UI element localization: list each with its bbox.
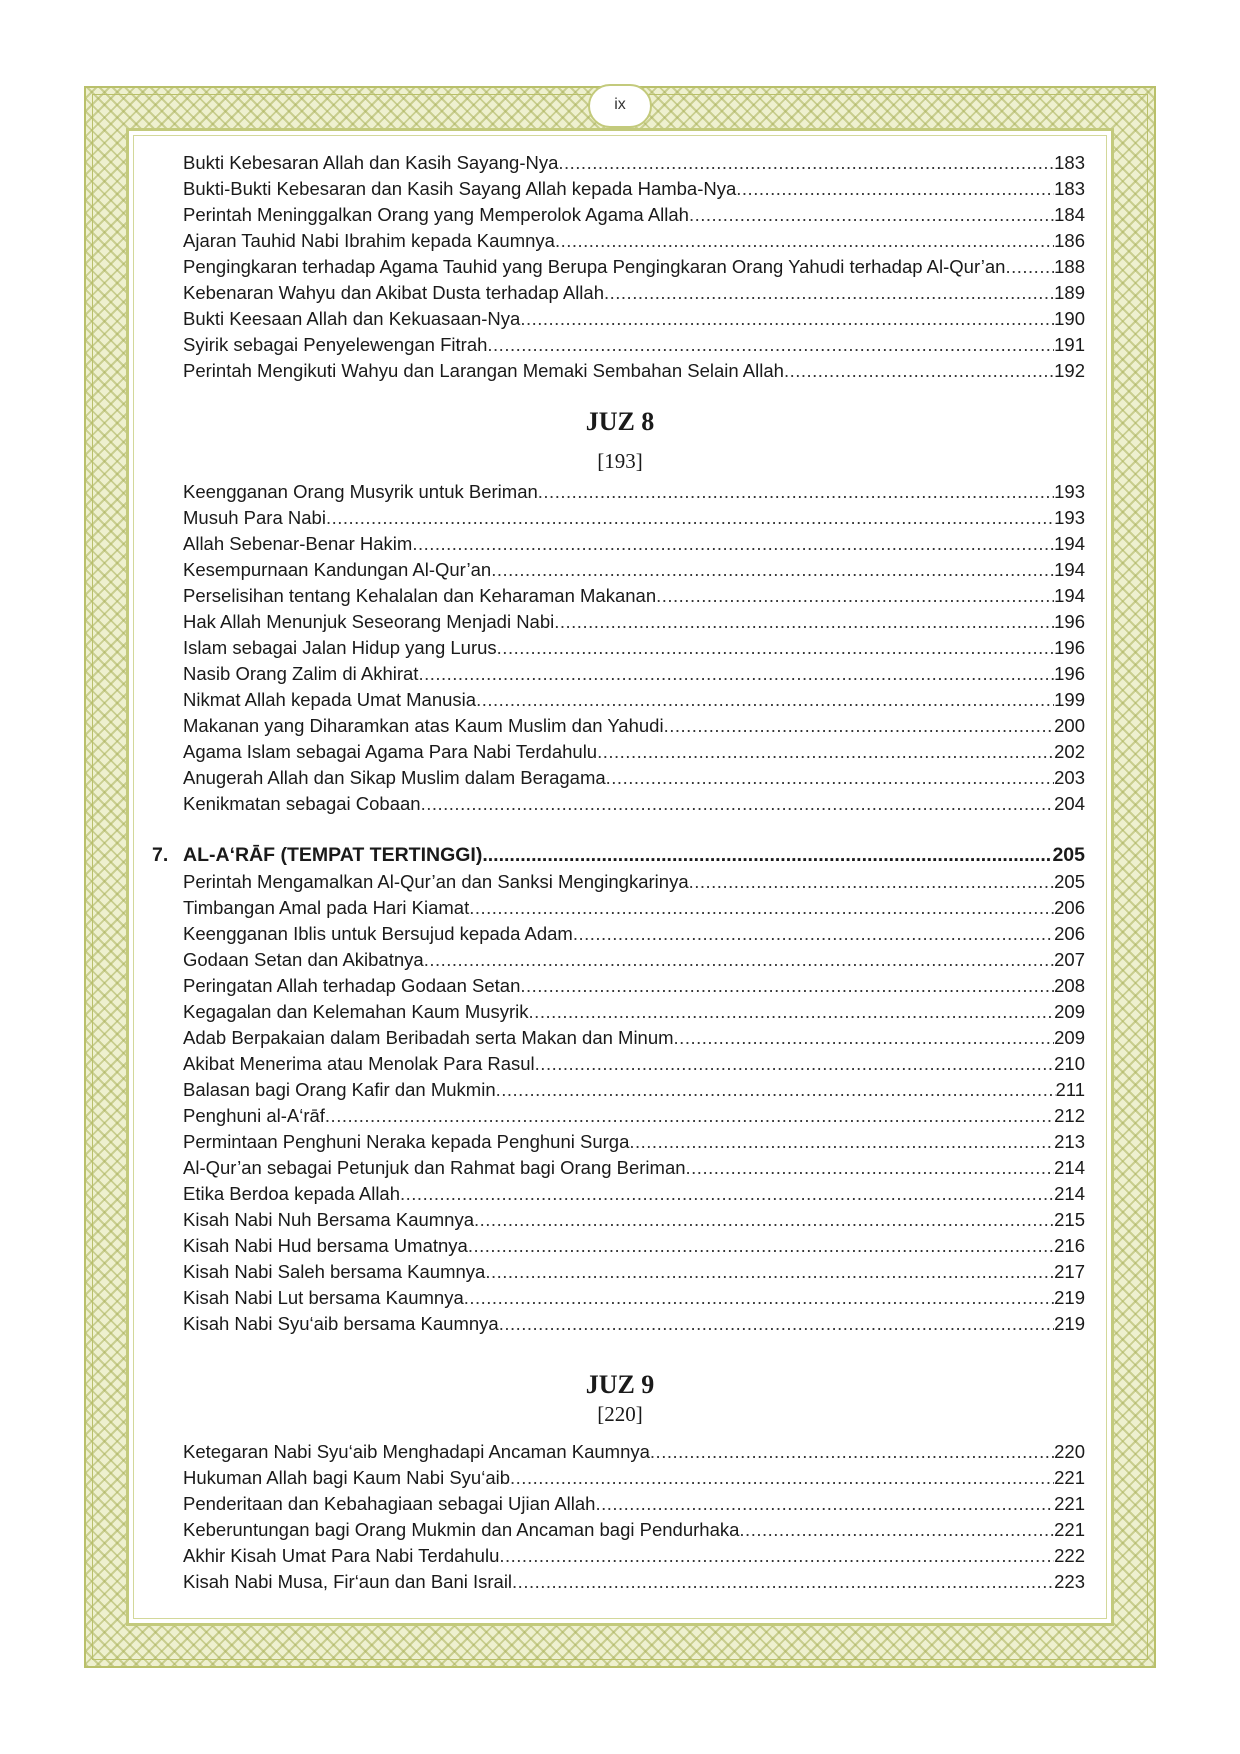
toc-entry-page: 212 <box>1054 1105 1085 1126</box>
toc-entry <box>183 177 1085 201</box>
toc-entry <box>183 1570 1085 1594</box>
toc-entry <box>183 229 1085 253</box>
toc-entry-title: Keengganan Orang Musyrik untuk Beriman <box>183 481 538 502</box>
dot-leader <box>499 1312 1054 1336</box>
dot-leader <box>520 974 1054 998</box>
toc-entry-title: Anugerah Allah dan Sikap Muslim dalam Beragama <box>183 767 606 788</box>
toc-entry-page: 220 <box>1054 1441 1085 1462</box>
toc-entry <box>183 1234 1085 1258</box>
chapter-heading <box>152 841 1085 869</box>
toc-entry-title: Kebenaran Wahyu dan Akibat Dusta terhadap Allah <box>183 282 604 303</box>
toc-entry-page: 207 <box>1054 949 1085 970</box>
dot-leader <box>664 714 1055 738</box>
toc-entry-page: 186 <box>1054 230 1085 251</box>
toc-entry-page: 190 <box>1054 308 1085 329</box>
toc-entry <box>183 506 1085 530</box>
dot-leader <box>529 1000 1055 1024</box>
dot-leader <box>325 1104 1054 1128</box>
toc-entry <box>183 688 1085 712</box>
toc-entry-title: Kisah Nabi Lut bersama Kaumnya <box>183 1287 464 1308</box>
page-number: ix <box>588 84 652 128</box>
dot-leader <box>400 1182 1054 1206</box>
toc-entry-page: 213 <box>1054 1131 1085 1152</box>
toc-entry <box>183 948 1085 972</box>
toc-entry <box>183 1260 1085 1284</box>
toc-entry <box>183 1026 1085 1050</box>
toc-entry <box>183 558 1085 582</box>
dot-leader <box>421 792 1055 816</box>
dot-leader <box>485 1260 1054 1284</box>
toc-entry <box>183 1000 1085 1024</box>
toc-entry <box>183 203 1085 227</box>
toc-entry <box>183 740 1085 764</box>
toc-entry-page: 214 <box>1054 1157 1085 1178</box>
toc-entry-title: Islam sebagai Jalan Hidup yang Lurus <box>183 637 497 658</box>
toc-entry-title: Permintaan Penghuni Neraka kepada Penghuni Surga <box>183 1131 630 1152</box>
dot-leader <box>496 1078 1056 1102</box>
dot-leader <box>499 1544 1054 1568</box>
toc-entry-title: Akibat Menerima atau Menolak Para Rasul <box>183 1053 535 1074</box>
toc-entry-page: 194 <box>1054 533 1085 554</box>
toc-entry <box>183 1440 1085 1464</box>
dot-leader <box>497 636 1054 660</box>
toc-entry-title: Penderitaan dan Kebahagiaan sebagai Ujian Allah <box>183 1493 596 1514</box>
dot-leader <box>650 1440 1054 1464</box>
toc-entry-title: Akhir Kisah Umat Para Nabi Terdahulu <box>183 1545 500 1566</box>
toc-entry <box>183 584 1085 608</box>
toc-entry-title: Allah Sebenar-Benar Hakim <box>183 533 413 554</box>
toc-entry <box>183 1286 1085 1310</box>
toc-entry-page: 183 <box>1054 152 1085 173</box>
toc-entry <box>183 714 1085 738</box>
toc-entry <box>183 1130 1085 1154</box>
toc-entry-title: Bukti-Bukti Kebesaran dan Kasih Sayang Allah kepada Hamba-Nya <box>183 178 737 199</box>
toc-entry-page: 219 <box>1054 1313 1085 1334</box>
dot-leader <box>736 177 1054 201</box>
toc-entry-title: Timbangan Amal pada Hari Kiamat <box>183 897 470 918</box>
toc-entry-title: Perintah Mengamalkan Al-Qur’an dan Sanksi Mengingkarinya <box>183 871 689 892</box>
toc-entry-page: 194 <box>1054 585 1085 606</box>
toc-entry-title: Kegagalan dan Kelemahan Kaum Musyrik <box>183 1001 529 1022</box>
toc-entry <box>183 636 1085 660</box>
toc-entry-page: 205 <box>1054 871 1085 892</box>
toc-entry <box>183 480 1085 504</box>
toc-entry-page: 203 <box>1054 767 1085 788</box>
toc-entry <box>183 1466 1085 1490</box>
toc-entry-page: 191 <box>1054 334 1085 355</box>
toc-entry-page: 209 <box>1054 1027 1085 1048</box>
dot-leader <box>520 307 1054 331</box>
dot-leader <box>686 1156 1055 1180</box>
toc-entry <box>183 1208 1085 1232</box>
toc-entry-title: Kisah Nabi Hud bersama Umatnya <box>183 1235 468 1256</box>
dot-leader <box>595 1492 1054 1516</box>
toc-entry-page: 192 <box>1054 360 1085 381</box>
toc-entry-page: 204 <box>1054 793 1085 814</box>
toc-entry-page: 209 <box>1054 1001 1085 1022</box>
dot-leader <box>476 688 1054 712</box>
dot-leader <box>674 1026 1055 1050</box>
toc-entry-page: 193 <box>1054 507 1085 528</box>
toc-entry-page: 223 <box>1054 1571 1085 1592</box>
toc-entry <box>183 333 1085 357</box>
toc-entry-title: Nikmat Allah kepada Umat Manusia <box>183 689 477 710</box>
toc-entry <box>183 792 1085 816</box>
toc-entry-title: Al-Qur’an sebagai Petunjuk dan Rahmat bagi Orang Beriman <box>183 1157 686 1178</box>
toc-entry-title: Ketegaran Nabi Syu‘aib Menghadapi Ancaman Kaumnya <box>183 1441 650 1462</box>
toc-entry-page: 211 <box>1055 1079 1085 1100</box>
toc-entry-page: 189 <box>1054 282 1085 303</box>
toc-entry <box>183 532 1085 556</box>
toc-entry-page: 216 <box>1054 1235 1085 1256</box>
dot-leader <box>491 558 1054 582</box>
dot-leader <box>326 506 1054 530</box>
toc-entry <box>183 255 1085 279</box>
dot-leader <box>474 1208 1054 1232</box>
toc-entry-page: 210 <box>1054 1053 1085 1074</box>
toc-entry <box>183 1104 1085 1128</box>
dot-leader <box>1005 255 1054 279</box>
toc-entry <box>183 359 1085 383</box>
toc-entry-title: Perintah Meninggalkan Orang yang Memperolok Agama Allah <box>183 204 689 225</box>
juz-9-start-page: [220] <box>597 1402 643 1426</box>
toc-entry-page: 217 <box>1054 1261 1085 1282</box>
toc-entry-page: 188 <box>1054 256 1085 277</box>
toc-entry-title: Bukti Keesaan Allah dan Kekuasaan-Nya <box>183 308 521 329</box>
toc-entry-title: Nasib Orang Zalim di Akhirat <box>183 663 419 684</box>
toc-entry-title: Musuh Para Nabi <box>183 507 326 528</box>
dot-leader <box>412 532 1054 556</box>
toc-entry <box>183 281 1085 305</box>
toc-entry-title: Keengganan Iblis untuk Bersujud kepada Adam <box>183 923 573 944</box>
dot-leader <box>629 1130 1054 1154</box>
toc-entry-page: 194 <box>1054 559 1085 580</box>
dot-leader <box>554 610 1054 634</box>
toc-entry <box>183 1492 1085 1516</box>
chapter-page: 205 <box>1052 844 1085 866</box>
toc-entry <box>183 974 1085 998</box>
toc-entry-title: Kisah Nabi Saleh bersama Kaumnya <box>183 1261 486 1282</box>
toc-entry <box>183 662 1085 686</box>
toc-entry-title: Godaan Setan dan Akibatnya <box>183 949 424 970</box>
toc-entry-title: Peringatan Allah terhadap Godaan Setan <box>183 975 521 996</box>
toc-entry <box>183 1156 1085 1180</box>
toc-entry-page: 221 <box>1054 1519 1085 1540</box>
toc-entry-page: 206 <box>1054 923 1085 944</box>
toc-entry-page: 184 <box>1054 204 1085 225</box>
dot-leader <box>487 333 1054 357</box>
toc-entry-page: 183 <box>1054 178 1085 199</box>
toc-entry <box>183 1518 1085 1542</box>
dot-leader <box>739 1518 1054 1542</box>
toc-entry <box>183 610 1085 634</box>
toc-entry-title: Perintah Mengikuti Wahyu dan Larangan Memaki Sembahan Selain Allah <box>183 360 784 381</box>
toc-entry <box>183 766 1085 790</box>
dot-leader <box>558 151 1054 175</box>
toc-entry <box>183 1078 1085 1102</box>
toc-entry-page: 221 <box>1054 1493 1085 1514</box>
dot-leader <box>573 922 1054 946</box>
dot-leader <box>784 359 1054 383</box>
toc-entry-title: Syirik sebagai Penyelewengan Fitrah <box>183 334 488 355</box>
dot-leader <box>604 281 1054 305</box>
dot-leader <box>510 1466 1054 1490</box>
dot-leader <box>597 740 1054 764</box>
dot-leader <box>469 896 1054 920</box>
toc-entry-title: Ajaran Tauhid Nabi Ibrahim kepada Kaumnya <box>183 230 555 251</box>
dot-leader <box>464 1286 1054 1310</box>
toc-entry-title: Kesempurnaan Kandungan Al-Qur’an <box>183 559 492 580</box>
chapter-number: 7. <box>152 844 169 866</box>
juz-8-heading: JUZ 8 <box>585 407 655 436</box>
chapter-title: AL-A‘RĀF (TEMPAT TERTINGGI) <box>183 844 483 866</box>
toc-entry <box>183 151 1085 175</box>
toc-entry-title: Kisah Nabi Syu‘aib bersama Kaumnya <box>183 1313 499 1334</box>
dot-leader <box>538 480 1054 504</box>
toc-entry <box>183 307 1085 331</box>
toc-entry-title: Perselisihan tentang Kehalalan dan Keharaman Makanan <box>183 585 657 606</box>
toc-entry-page: 200 <box>1054 715 1085 736</box>
toc-entry-page: 222 <box>1054 1545 1085 1566</box>
toc-entry-page: 219 <box>1054 1287 1085 1308</box>
toc-entry-title: Hukuman Allah bagi Kaum Nabi Syu‘aib <box>183 1467 511 1488</box>
toc-entry <box>183 1052 1085 1076</box>
toc-entry <box>183 896 1085 920</box>
toc-entry-title: Kisah Nabi Nuh Bersama Kaumnya <box>183 1209 475 1230</box>
toc-entry-page: 193 <box>1054 481 1085 502</box>
toc-entry-title: Keberuntungan bagi Orang Mukmin dan Ancaman bagi Pendurhaka <box>183 1519 740 1540</box>
juz-8-start-page: [193] <box>597 449 643 473</box>
dot-leader <box>689 870 1055 894</box>
dot-leader <box>656 584 1054 608</box>
toc-entry-title: Etika Berdoa kepada Allah <box>183 1183 401 1204</box>
toc-entry-title: Bukti Kebesaran Allah dan Kasih Sayang-Nya <box>183 152 559 173</box>
toc-entry-page: 196 <box>1054 611 1085 632</box>
toc-entry-page: 214 <box>1054 1183 1085 1204</box>
juz-9-heading: JUZ 9 <box>585 1370 655 1399</box>
dot-leader <box>555 229 1054 253</box>
toc-entry-title: Adab Berpakaian dalam Beribadah serta Makan dan Minum <box>183 1027 674 1048</box>
toc-entry-page: 215 <box>1054 1209 1085 1230</box>
toc-entry <box>183 922 1085 946</box>
dot-leader <box>606 766 1054 790</box>
toc-entry-page: 208 <box>1054 975 1085 996</box>
dot-leader <box>424 948 1054 972</box>
toc-entry-title: Penghuni al-A‘rāf <box>183 1105 325 1126</box>
toc-entry-page: 196 <box>1054 663 1085 684</box>
dot-leader <box>482 841 1052 869</box>
toc-entry-title: Balasan bagi Orang Kafir dan Mukmin <box>183 1079 496 1100</box>
dot-leader <box>535 1052 1054 1076</box>
toc-entry-title: Pengingkaran terhadap Agama Tauhid yang Berupa Pengingkaran Orang Yahudi terhadap Al-Qur’an <box>183 256 1006 277</box>
toc-entry-title: Makanan yang Diharamkan atas Kaum Muslim dan Yahudi <box>183 715 664 736</box>
toc-entry-page: 199 <box>1054 689 1085 710</box>
toc-entry-title: Kisah Nabi Musa, Fir‘aun dan Bani Israil <box>183 1571 513 1592</box>
toc-entry-page: 206 <box>1054 897 1085 918</box>
toc-entry <box>183 870 1085 894</box>
toc-entry <box>183 1312 1085 1336</box>
dot-leader <box>468 1234 1054 1258</box>
dot-leader <box>689 203 1054 227</box>
toc-entry-title: Hak Allah Menunjuk Seseorang Menjadi Nabi <box>183 611 555 632</box>
dot-leader <box>418 662 1054 686</box>
toc-entry <box>183 1544 1085 1568</box>
dot-leader <box>512 1570 1054 1594</box>
toc-entry-page: 196 <box>1054 637 1085 658</box>
toc-entry-title: Agama Islam sebagai Agama Para Nabi Terdahulu <box>183 741 598 762</box>
toc-entry <box>183 1182 1085 1206</box>
toc-entry-page: 202 <box>1054 741 1085 762</box>
toc-entry-page: 221 <box>1054 1467 1085 1488</box>
toc-entry-title: Kenikmatan sebagai Cobaan <box>183 793 421 814</box>
